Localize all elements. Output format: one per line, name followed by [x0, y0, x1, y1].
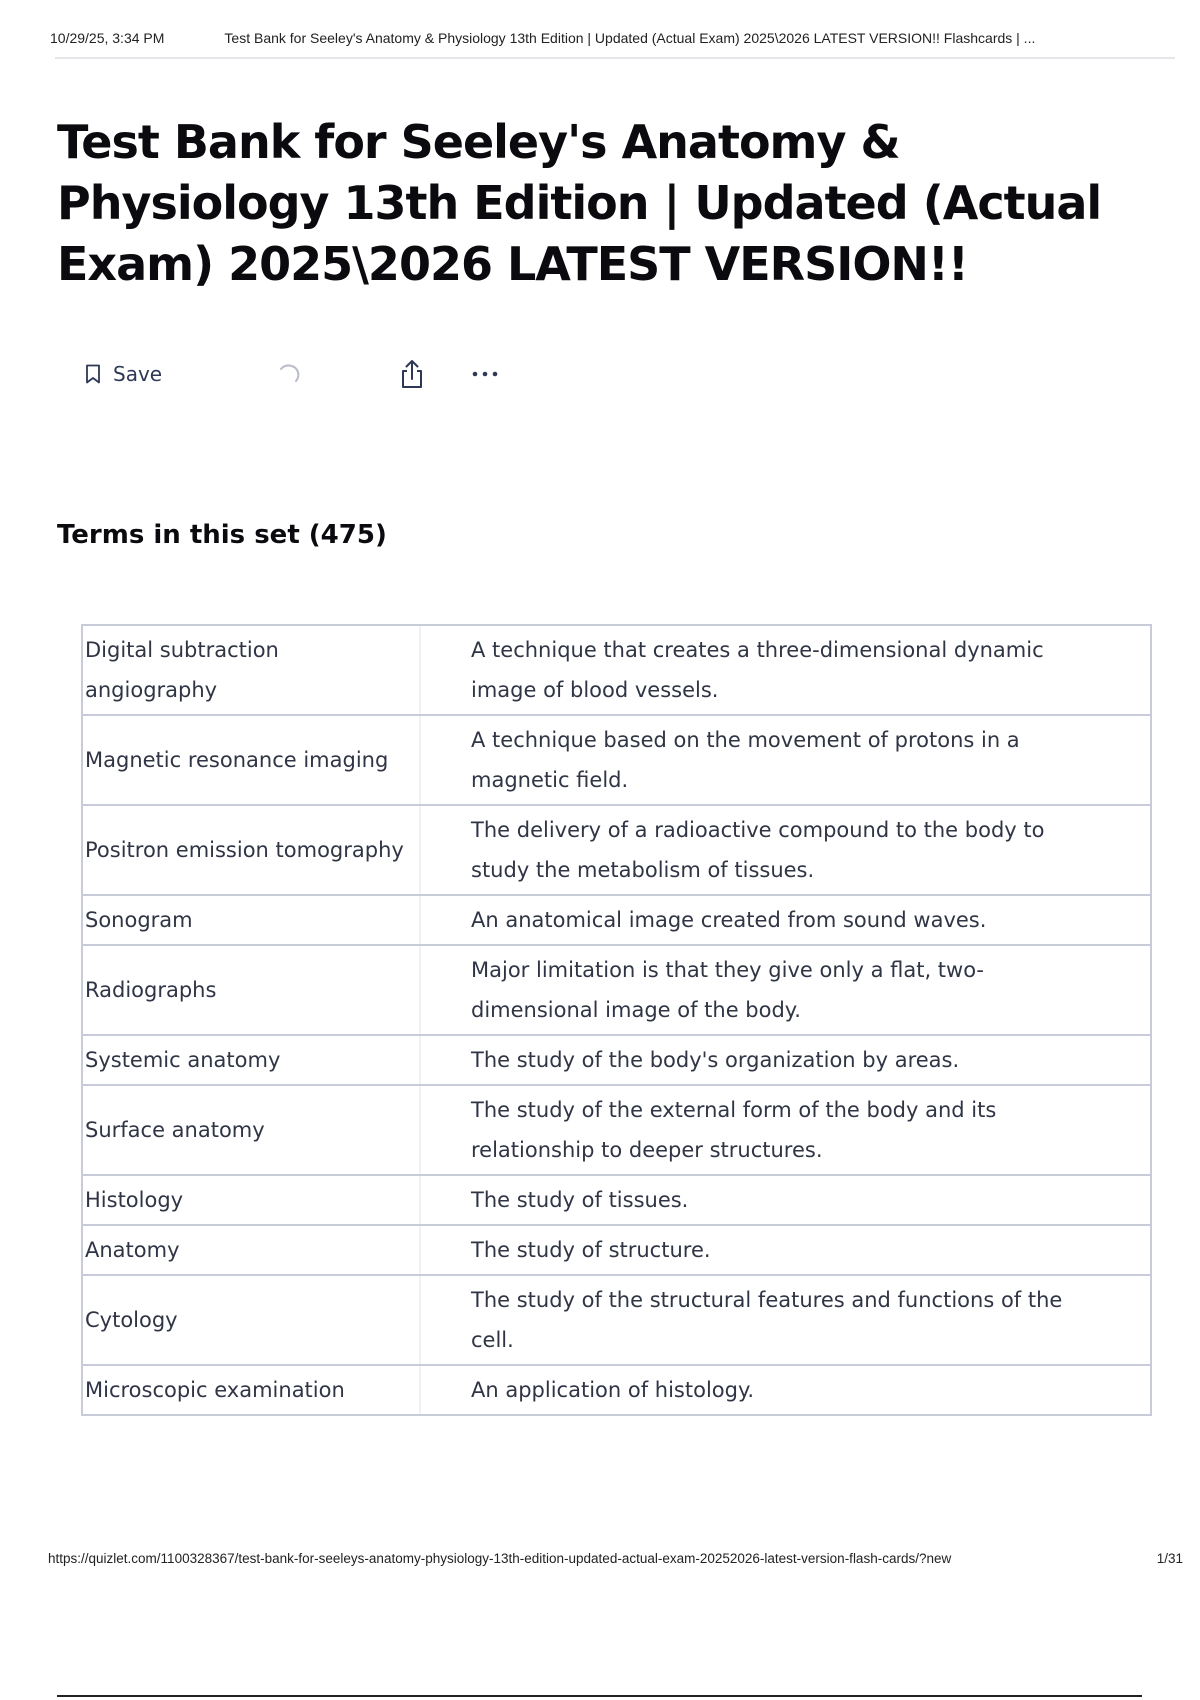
- term-cell: Surface anatomy: [82, 1085, 420, 1175]
- table-row: [82, 1175, 1151, 1225]
- page-title: Test Bank for Seeley's Anatomy & Physiology 13th Edition | Updated (Actual Exam) 2025\2026 LATEST VERSION!!: [57, 115, 1102, 291]
- term-cell: Histology: [82, 1175, 420, 1225]
- save-button[interactable]: [85, 362, 162, 386]
- term-cell: Systemic anatomy: [82, 1035, 420, 1085]
- definition-cell: The study of structure.: [420, 1225, 1151, 1275]
- bookmark-icon: [85, 364, 101, 384]
- table-row: [82, 625, 1151, 715]
- table-row: [82, 895, 1151, 945]
- spinner-icon: [275, 360, 303, 388]
- terms-heading: Terms in this set (475): [57, 520, 387, 550]
- more-horizontal-icon: [469, 358, 501, 390]
- print-header: [50, 30, 1175, 46]
- definition-cell: Major limitation is that they give only a flat, two-dimensional image of the body.: [420, 945, 1151, 1035]
- term-cell: Sonogram: [82, 895, 420, 945]
- term-cell: Positron emission tomography: [82, 805, 420, 895]
- definition-cell: An application of histology.: [420, 1365, 1151, 1415]
- header-divider: [55, 57, 1175, 59]
- print-footer: [48, 1551, 1183, 1566]
- save-label: Save: [113, 362, 163, 386]
- table-row: [82, 1275, 1151, 1365]
- definition-cell: A technique that creates a three-dimensional dynamic image of blood vessels.: [420, 625, 1151, 715]
- table-row: [82, 1085, 1151, 1175]
- term-cell: Digital subtraction angiography: [82, 625, 420, 715]
- more-options-button[interactable]: [469, 358, 501, 394]
- print-url: https://quizlet.com/1100328367/test-bank-for-seeleys-anatomy-physiology-13th-edition-updated-actual-exam-20252026-latest-version-flash-cards/?new: [48, 1551, 952, 1566]
- table-row: [82, 1035, 1151, 1085]
- term-cell: Radiographs: [82, 945, 420, 1035]
- set-actions-toolbar: [85, 358, 525, 394]
- definition-cell: The study of tissues.: [420, 1175, 1151, 1225]
- share-button[interactable]: [398, 358, 426, 394]
- table-row: [82, 945, 1151, 1035]
- term-cell: Magnetic resonance imaging: [82, 715, 420, 805]
- term-cell: Anatomy: [82, 1225, 420, 1275]
- table-row: [82, 1365, 1151, 1415]
- definition-cell: The study of the structural features and functions of the cell.: [420, 1275, 1151, 1365]
- table-row: [82, 1225, 1151, 1275]
- terms-table: [81, 624, 1152, 1416]
- definition-cell: A technique based on the movement of protons in a magnetic field.: [420, 715, 1151, 805]
- print-page-number: 1/31: [1156, 1551, 1183, 1566]
- term-cell: Microscopic examination: [82, 1365, 420, 1415]
- bottom-divider: [57, 1695, 1142, 1697]
- print-datetime: 10/29/25, 3:34 PM: [50, 30, 165, 46]
- definition-cell: The study of the external form of the body and its relationship to deeper structures.: [420, 1085, 1151, 1175]
- definition-cell: The study of the body's organization by areas.: [420, 1035, 1151, 1085]
- definition-cell: An anatomical image created from sound waves.: [420, 895, 1151, 945]
- print-header-title: Test Bank for Seeley's Anatomy & Physiology 13th Edition | Updated (Actual Exam) 2025\2026 LATEST VERSION!! Flashcards | ...: [224, 30, 1036, 46]
- share-icon: [398, 358, 426, 390]
- table-row: [82, 715, 1151, 805]
- table-row: [82, 805, 1151, 895]
- definition-cell: The delivery of a radioactive compound to the body to study the metabolism of tissues.: [420, 805, 1151, 895]
- term-cell: Cytology: [82, 1275, 420, 1365]
